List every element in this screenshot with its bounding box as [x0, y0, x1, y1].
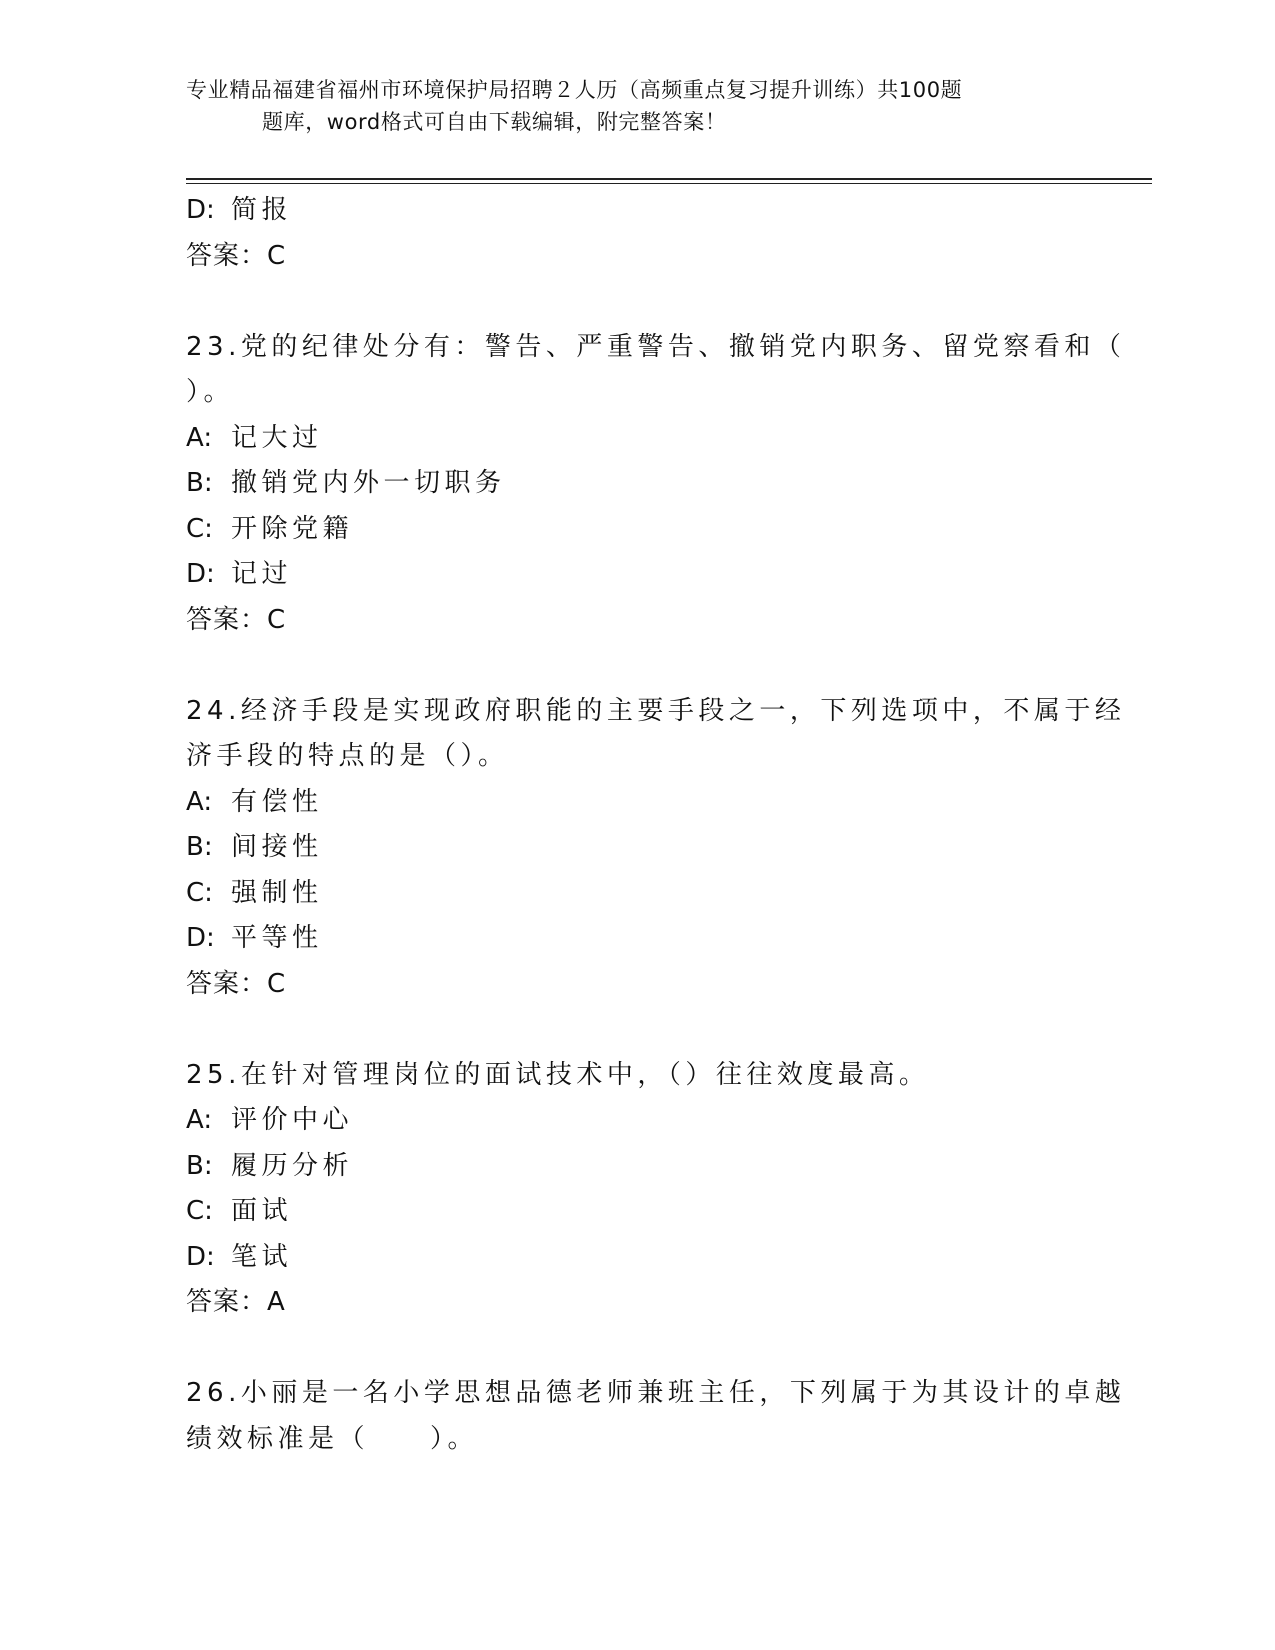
header-title-line-2: 题库，word格式可自由下载编辑，附完整答案！	[262, 110, 727, 134]
answer-line: 答案：C	[186, 240, 287, 271]
option-d	[186, 552, 1086, 598]
option-d	[186, 916, 1086, 962]
option-c	[186, 1189, 1086, 1235]
option-label: C:	[186, 513, 213, 544]
answer-line: 答案：A	[186, 1287, 286, 1317]
option-text: 有偿性	[231, 786, 323, 817]
page-header	[186, 74, 1086, 138]
answer-line: 答案：C	[186, 968, 287, 999]
option-text: 平等性	[231, 923, 323, 953]
option-label: D:	[186, 1241, 215, 1272]
header-title-line-1: 专业精品福建省福州市环境保护局招聘２人历（高频重点复习提升训练）共100题	[186, 78, 963, 102]
option-b	[186, 825, 1086, 871]
option-d	[186, 1235, 1086, 1281]
option-label: D:	[186, 195, 215, 225]
question-text-line-1: 26.小丽是一名小学思想品德老师兼班主任，下列属于为其设计的卓越	[186, 1378, 1126, 1408]
answer-line: 答案：C	[186, 604, 287, 635]
option-label: A:	[186, 786, 213, 817]
question-text-line-2: ）。	[186, 377, 235, 407]
header-divider-thin	[186, 183, 1152, 184]
option-text: 开除党籍	[231, 513, 354, 544]
option-label: C:	[186, 1196, 213, 1226]
option-d	[186, 188, 1086, 234]
question-23	[186, 325, 1126, 644]
header-divider-thick	[186, 178, 1152, 180]
option-text: 记过	[231, 559, 293, 589]
question-text-line-2: 济手段的特点的是（）。	[186, 741, 509, 771]
question-text-line-1: 24.经济手段是实现政府职能的主要手段之一，下列选项中，不属于经	[186, 695, 1126, 726]
option-label: B:	[186, 832, 213, 862]
question-text-line-1: 25.在针对管理岗位的面试技术中，（）往往效度最高。	[186, 1059, 930, 1090]
question-25	[186, 1053, 1086, 1326]
option-a	[186, 416, 1086, 462]
option-label: D:	[186, 559, 215, 589]
option-b	[186, 461, 1086, 507]
option-text: 简报	[231, 195, 293, 225]
option-b	[186, 1144, 1086, 1190]
option-text: 面试	[231, 1196, 293, 1226]
option-label: A:	[186, 422, 213, 453]
option-c	[186, 507, 1086, 553]
option-label: D:	[186, 923, 215, 953]
option-c	[186, 871, 1086, 917]
option-label: C:	[186, 877, 213, 908]
option-text: 笔试	[231, 1241, 293, 1272]
option-text: 履历分析	[231, 1150, 354, 1181]
option-label: B:	[186, 1150, 213, 1181]
question-text-line-1: 23.党的纪律处分有：警告、严重警告、撤销党内职务、留党察看和（	[186, 331, 1126, 362]
option-label: A:	[186, 1105, 213, 1135]
option-a	[186, 1098, 1086, 1144]
question-text-line-2: 绩效标准是（ ）。	[186, 1423, 479, 1454]
option-text: 记大过	[231, 422, 323, 453]
option-text: 强制性	[231, 877, 323, 908]
option-text: 撤销党内外一切职务	[231, 468, 506, 498]
option-a	[186, 780, 1086, 826]
option-text: 评价中心	[231, 1105, 354, 1135]
question-content	[186, 188, 1126, 1462]
option-text: 间接性	[231, 832, 323, 862]
option-label: B:	[186, 468, 213, 498]
question-26	[186, 1371, 1126, 1462]
question-24	[186, 689, 1126, 1008]
